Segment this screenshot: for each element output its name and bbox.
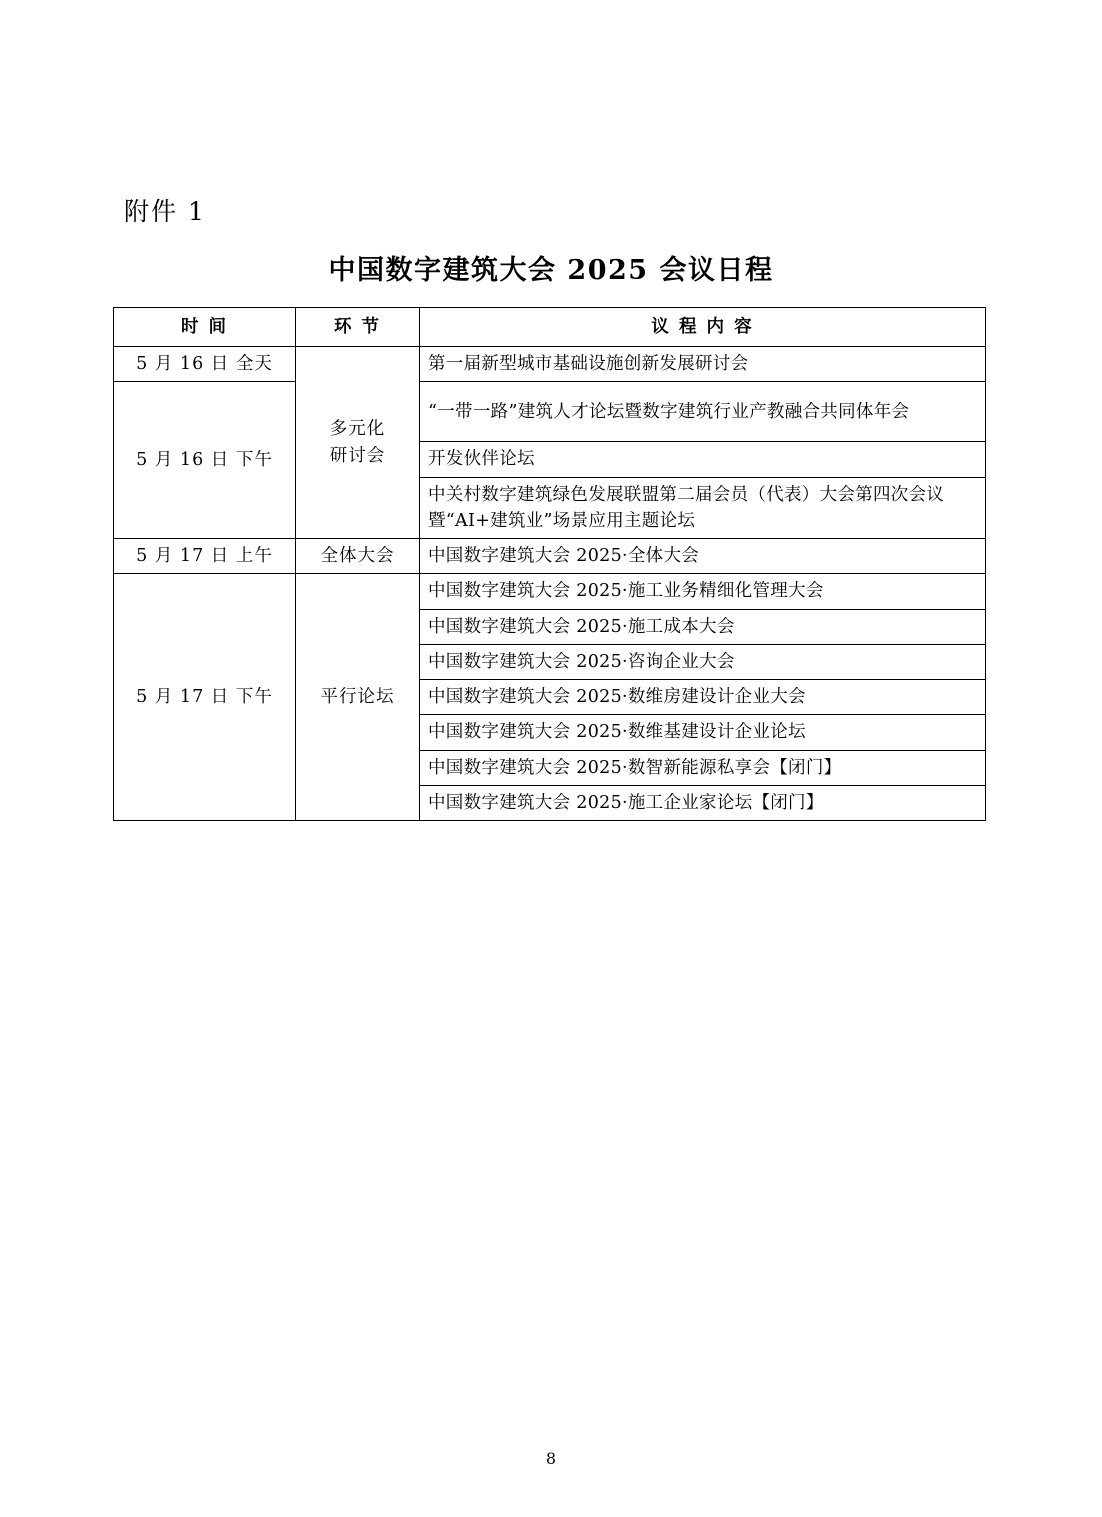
cell-content-4: 中关村数字建筑绿色发展联盟第二届会员（代表）大会第四次会议暨“AI+建筑业”场景应用主题论坛 [420, 477, 986, 539]
cell-time-0517-am: 5 月 17 日 上午 [114, 539, 296, 574]
attachment-label: 附件 1 [124, 197, 206, 226]
agenda-table [113, 307, 986, 821]
cell-content-8: 中国数字建筑大会 2025·咨询企业大会 [420, 644, 986, 679]
page-number: 8 [545, 1449, 557, 1468]
stage-seminar-line1: 多元化 [329, 419, 386, 440]
table-row [114, 347, 986, 382]
cell-time-0517-pm: 5 月 17 日 下午 [114, 574, 296, 821]
cell-content-3: 开发伙伴论坛 [420, 442, 986, 477]
column-header-stage: 环 节 [296, 308, 420, 347]
table-header-row [114, 308, 986, 347]
column-header-content: 议 程 内 容 [420, 308, 986, 347]
cell-content-9: 中国数字建筑大会 2025·数维房建设计企业大会 [420, 680, 986, 715]
cell-content-11: 中国数字建筑大会 2025·数智新能源私享会【闭门】 [420, 750, 986, 785]
cell-stage-parallel: 平行论坛 [296, 574, 420, 821]
cell-content-6: 中国数字建筑大会 2025·施工业务精细化管理大会 [420, 574, 986, 609]
cell-content-1: 第一届新型城市基础设施创新发展研讨会 [420, 347, 986, 382]
page-title: 中国数字建筑大会 2025 会议日程 [328, 255, 774, 286]
cell-stage-plenary: 全体大会 [296, 539, 420, 574]
table-row [114, 574, 986, 609]
cell-content-10: 中国数字建筑大会 2025·数维基建设计企业论坛 [420, 715, 986, 750]
cell-content-12: 中国数字建筑大会 2025·施工企业家论坛【闭门】 [420, 785, 986, 820]
table-row [114, 539, 986, 574]
cell-time-0516-pm: 5 月 16 日 下午 [114, 382, 296, 539]
cell-content-7: 中国数字建筑大会 2025·施工成本大会 [420, 609, 986, 644]
cell-content-2: “一带一路”建筑人才论坛暨数字建筑行业产教融合共同体年会 [420, 382, 986, 442]
stage-seminar-line2: 研讨会 [329, 445, 386, 466]
cell-time-0516-allday: 5 月 16 日 全天 [114, 347, 296, 382]
cell-stage-seminar [296, 347, 420, 539]
cell-content-5: 中国数字建筑大会 2025·全体大会 [420, 539, 986, 574]
column-header-time: 时 间 [114, 308, 296, 347]
table-row [114, 382, 986, 442]
